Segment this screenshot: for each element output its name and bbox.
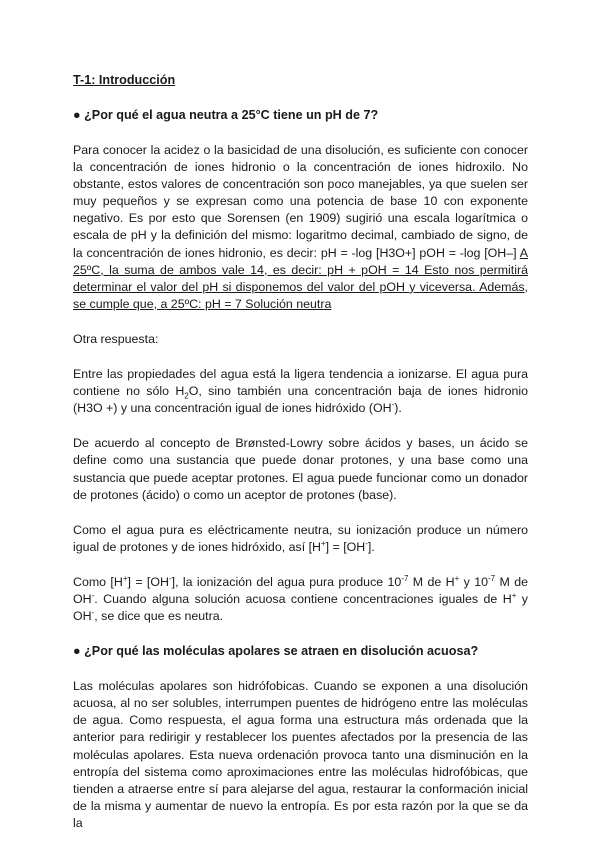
superscript-minus: -	[168, 573, 172, 583]
ph-scale-text: Para conocer la acidez o la basicidad de una disolución, es suficiente con conocer la concentración de iones hidronio o la concentración de iones hidroxilo. No obstante, estos valores de concentración son poco manejables, ya que suelen ser muy pequeños y se expresan como una potencia de base 10 con exponente negativo. Es por esto que Sorensen (en 1909) sugirió una escala logarítmica o escala de pH y la definición del mismo: logaritmo decimal, cambiado de signo, de la concentración de iones hidronio, es decir: pH = -log [H3O+] pOH = -log [OH–]	[73, 143, 528, 260]
superscript-plus: +	[122, 573, 128, 583]
conc-text-f: M de OH	[73, 574, 528, 606]
superscript-minus: -	[91, 607, 95, 617]
paragraph-concentrations	[73, 574, 528, 625]
paragraph-ph-scale	[73, 142, 528, 313]
neutral-text-c: ].	[367, 539, 375, 554]
ionization-text-c: ).	[394, 401, 402, 416]
conc-text-i: , se dice que es neutra.	[94, 609, 224, 624]
paragraph-bronsted-lowry: De acuerdo al concepto de Brønsted-Lowry sobre ácidos y bases, un ácido se define como una sustancia que puede donar protones, y una base como una sustancia que puede aceptar protones. El agua puede funcionar como un donador de protones (ácido) o como un aceptor de protones (base).	[73, 436, 528, 502]
conc-text-c: ], la ionización del agua pura produce 10	[171, 574, 402, 589]
conc-text-h: y OH	[73, 591, 529, 624]
paragraph-hydrophobic: Las moléculas apolares son hidrófobicas. Cuando se exponen a una disolución acuosa, al no ser solubles, interrumpen puentes de hidrógeno entre las moléculas de agua. Como respuesta, el agua forma una estructura más ordenada que la anterior para redirigir y restablecer los puentes afectados por la presencia de las moléculas apolares. Esta nueva ordenación provoca tanto una disminución en la entropía del sistema como aproximaciones entre las moléculas hidrofóbicas, que tienden a atraerse entre sí para alejarse del agua, restaurar la conformación inicial de la misma y aumentar de nuevo la entropía. Es por esta razón por la que se da la	[73, 679, 528, 830]
conc-text-g: . Cuando alguna solución acuosa contiene concentraciones iguales de H	[94, 591, 512, 606]
paragraph-neutral-water	[73, 522, 528, 556]
superscript-plus: +	[511, 590, 517, 600]
paragraph-otra-respuesta: Otra respuesta:	[73, 331, 159, 346]
superscript-plus: +	[320, 538, 326, 548]
question-1: ● ¿Por qué el agua neutra a 25°C tiene un pH de 7?	[73, 108, 379, 122]
conc-text-e: y 10	[459, 574, 489, 589]
neutral-text-a: Como el agua pura es eléctricamente neutra, su ionización produce un número igual de protones y de iones hidróxido, así [H	[73, 522, 528, 554]
conc-text-d: M de H	[408, 574, 455, 589]
superscript-exponent: -7	[401, 573, 409, 583]
superscript-exponent: -7	[488, 573, 496, 583]
neutral-text-b: ] = [OH	[325, 539, 366, 554]
conc-text-b: ] = [OH	[127, 574, 169, 589]
superscript-minus: -	[365, 538, 368, 548]
paragraph-ionization	[73, 366, 528, 417]
superscript-minus: -	[391, 400, 395, 410]
section-title: T-1: Introducción	[73, 73, 176, 87]
superscript-plus: +	[454, 573, 460, 583]
conc-text-a: Como [H	[73, 574, 123, 589]
subscript-2: 2	[184, 391, 189, 401]
ph-scale-underlined-text: A 25ºC, la suma de ambos vale 14, es decir: pH + pOH = 14 Esto nos permitirá determinar el valor del pH si disponemos del valor del pOH y viceversa. Además, se cumple que, a 25ºC: pH = 7 Solución neutra	[73, 245, 529, 311]
ionization-text-a: Entre las propiedades del agua está la ligera tendencia a ionizarse. El agua pura contiene no sólo H	[73, 367, 528, 399]
superscript-minus: -	[91, 590, 95, 600]
question-2: ● ¿Por qué las moléculas apolares se atraen en disolución acuosa?	[73, 644, 479, 659]
ionization-text-b: O, sino también una concentración baja de iones hidronio (H3O +) y una concentración igual de iones hidróxido (OH	[73, 384, 528, 416]
